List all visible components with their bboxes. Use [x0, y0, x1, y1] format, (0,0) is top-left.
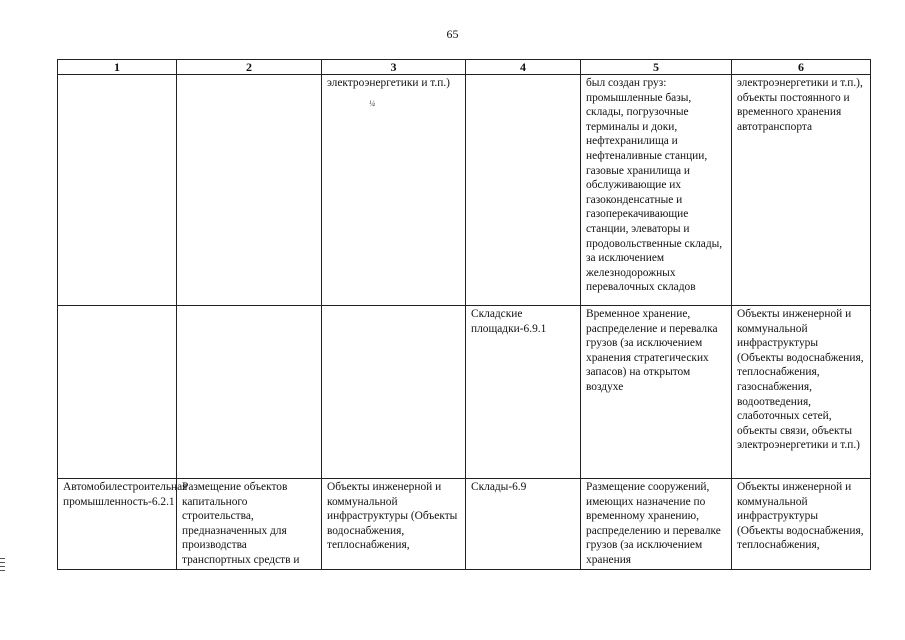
header-col-5: 5 — [581, 60, 732, 75]
scan-mark — [0, 562, 5, 563]
header-col-1: 1 — [58, 60, 177, 75]
table-cell — [177, 75, 322, 306]
table-cell — [322, 306, 466, 479]
table-cell: Размещение объектов капитального строительства, предназначенных для производства транспортных средств и — [177, 479, 322, 570]
table-cell: Склады-6.9 — [466, 479, 581, 570]
table-row — [58, 306, 871, 479]
table-cell-industry: Автомобилестроительная промышленность-6.2.1 — [58, 479, 177, 570]
scan-mark — [0, 566, 5, 567]
page-number: 65 — [446, 27, 459, 41]
handwritten-mark: ¼ — [369, 98, 375, 108]
header-col-3: 3 — [322, 60, 466, 75]
margin-scan-marks — [0, 558, 6, 574]
table-cell: Объекты инженерной и коммунальной инфраструктуры (Объекты водоснабжения, теплоснабжения, — [322, 479, 466, 570]
table-cell-with-mark — [322, 75, 466, 306]
header-col-4: 4 — [466, 60, 581, 75]
table-cell: Временное хранение, распределение и перевалка грузов (за исключением хранения стратегических запасов) на открытом воздухе — [581, 306, 732, 479]
scan-mark — [0, 558, 5, 559]
scan-mark — [0, 570, 5, 571]
table-cell: Объекты инженерной и коммунальной инфраструктуры (Объекты водоснабжения, теплоснабжения, газоснабжения, водоотведения, слаботочных сетей, объекты связи, объекты электроэнергетики и т.п.) — [732, 306, 871, 479]
table-cell: Складские площадки-6.9.1 — [466, 306, 581, 479]
header-row — [58, 60, 871, 75]
table-cell: Объекты инженерной и коммунальной инфраструктуры (Объекты водоснабжения, теплоснабжения, — [732, 479, 871, 570]
table-cell — [466, 75, 581, 306]
table-row — [58, 75, 871, 306]
table-cell — [58, 306, 177, 479]
table-row — [58, 479, 871, 570]
table-cell — [58, 75, 177, 306]
zoning-table — [57, 59, 871, 570]
table-cell — [177, 306, 322, 479]
header-col-6: 6 — [732, 60, 871, 75]
header-col-2: 2 — [177, 60, 322, 75]
cell-text: электроэнергетики и т.п.) — [327, 77, 450, 89]
table-cell: был создан груз: промышленные базы, склады, погрузочные терминалы и доки, нефтехранилища и нефтеналивные станции, газовые хранилища и обслуживающие их газоконденсатные и газоперекачивающие станции, элеваторы и продовольственные склады, за исключением железнодорожных перевалочных складов — [581, 75, 732, 306]
table-cell: Размещение сооружений, имеющих назначение по временному хранению, распределению и перевалке грузов (за исключением хранения — [581, 479, 732, 570]
table-cell: электроэнергетики и т.п.), объекты постоянного и временного хранения автотранспорта — [732, 75, 871, 306]
